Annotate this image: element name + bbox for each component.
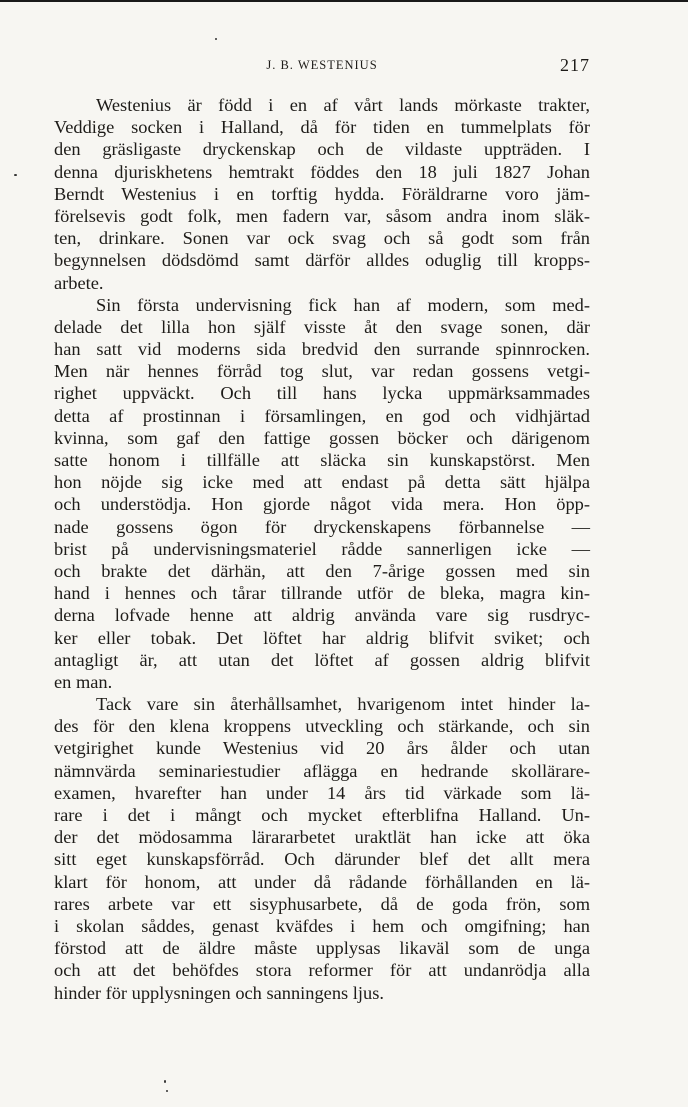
running-head: J. B. WESTENIUS	[266, 58, 378, 72]
text-line: och understödja. Hon gjorde något vida mera. Hon öpp-	[54, 494, 590, 515]
text-line: förstod att de äldre måste upplysas likaväl som de unga	[54, 938, 590, 959]
text-line: satte honom i tillfälle att släcka sin kunskapstörst. Men	[54, 450, 590, 470]
text-line: nade gossens ögon för dryckenskapens förbannelse —	[54, 516, 590, 537]
text-line: des för den klena kroppens utveckling och stärkande, och sin	[54, 716, 590, 737]
text-line: nämnvärda seminariestudier aflägga en hedrande skollärare-	[54, 760, 590, 781]
text-line: rares arbete var ett sisyphusarbete, då de goda frön, som	[54, 893, 590, 914]
text-line: Sin första undervisning fick han af modern, som med-	[96, 294, 590, 315]
text-line: han satt vid moderns sida bredvid den surrande spinnrocken.	[54, 339, 590, 360]
text-line: Men när hennes förråd tog slut, var redan gossens vetgi-	[54, 361, 590, 382]
text-line: antagligt är, att utan det löftet af gossen aldrig blifvit	[54, 649, 590, 670]
text-line: sitt eget kunskapsförråd. Och därunder blef det allt mera	[54, 849, 590, 870]
text-line: denna djuriskhetens hemtrakt föddes den 18 juli 1827 Johan	[54, 161, 590, 182]
text-line: begynnelsen dödsdömd samt därför alldes oduglig till kropps-	[54, 250, 590, 271]
text-line: der det mödosamma lärararbetet uraktlät han icke att öka	[54, 827, 590, 848]
text-line: och brakte det därhän, att den 7-årige gossen med sin	[54, 560, 590, 581]
page-top-edge	[0, 0, 688, 2]
text-line: Tack vare sin återhållsamhet, hvarigenom intet hinder la-	[96, 694, 590, 715]
text-line: vetgirighet kunde Westenius vid 20 års ålder och utan	[54, 738, 590, 759]
print-speck	[215, 38, 217, 40]
print-speck	[166, 1090, 168, 1092]
text-line: den gräsligaste dryckenskap och de vildaste uppträden. I	[54, 139, 590, 160]
text-line: kvinna, som gaf den fattige gossen böcker och därigenom	[54, 427, 590, 448]
text-line: examen, hvarefter han under 14 års tid värkade som lä-	[54, 782, 590, 803]
print-speck	[14, 174, 17, 176]
text-line: hand i hennes och tårar tillrande utför de bleka, magra kin-	[54, 583, 590, 604]
body-text	[54, 94, 590, 1004]
print-speck	[164, 1080, 166, 1083]
text-line: brist på undervisningsmateriel rådde sannerligen icke —	[54, 538, 590, 559]
text-line: förelsevis godt folk, men fadern var, såsom andra inom släk-	[54, 205, 590, 226]
text-line: Veddige socken i Halland, då för tiden en tummelplats för	[54, 117, 590, 138]
text-line: derna lofvade henne att aldrig använda vare sig rusdryc-	[54, 605, 590, 626]
text-line: hinder för upplysningen och sanningens ljus.	[54, 982, 384, 1003]
text-line: Westenius är född i en af vårt lands mörkaste trakter,	[96, 95, 590, 115]
text-line: rare i det i mångt och mycket efterblifna Halland. Un-	[54, 805, 590, 825]
page-number: 217	[560, 55, 590, 75]
text-line: ker eller tobak. Det löftet har aldrig blifvit sviket; och	[54, 627, 590, 648]
text-line: hon nöjde sig icke med att endast på detta sätt hjälpa	[54, 472, 590, 493]
text-line: en man.	[54, 671, 113, 692]
text-line: i skolan såddes, genast kväfdes i hem och omgifning; han	[54, 915, 590, 936]
text-line: Berndt Westenius i en torftig hydda. Föräldrarne voro jäm-	[54, 183, 590, 204]
text-line: detta af prostinnan i församlingen, en god och vidhjärtad	[54, 405, 590, 426]
text-line: arbete.	[54, 272, 104, 293]
text-line: och att det behöfdes stora reformer för att undanrödja alla	[54, 960, 590, 981]
text-line: righet uppväckt. Och till hans lycka uppmärksammades	[54, 383, 590, 404]
text-line: ten, drinkare. Sonen var ock svag och så godt som från	[54, 228, 590, 249]
page-header	[54, 55, 590, 80]
text-line: delade det lilla hon själf visste åt den svage sonen, där	[54, 316, 590, 337]
text-line: klart för honom, att under då rådande förhållanden en lä-	[54, 871, 590, 892]
